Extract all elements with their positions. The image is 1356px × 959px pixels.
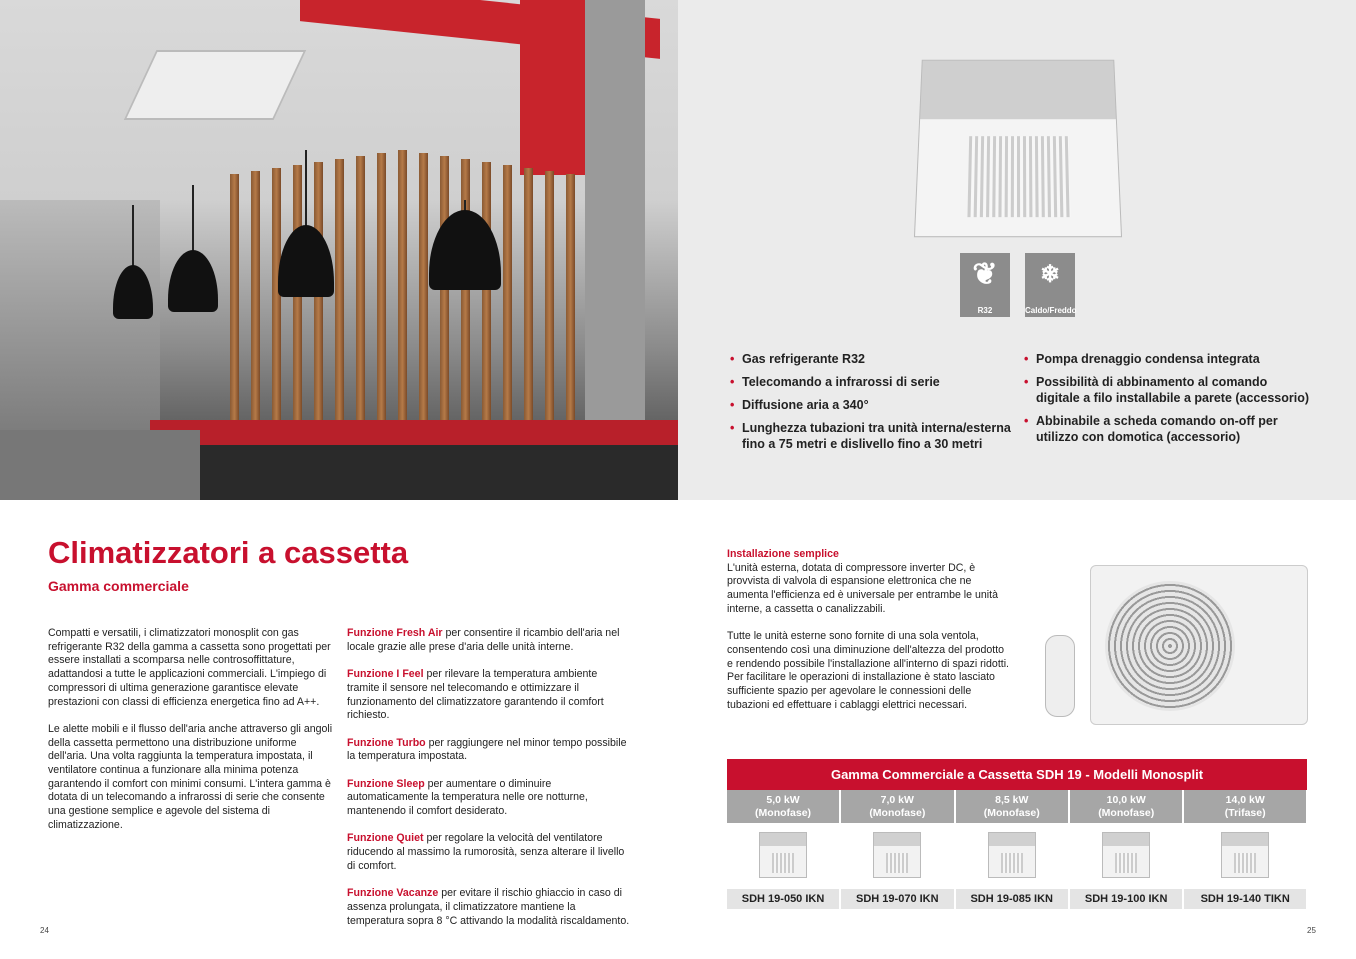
install-paragraph: Tutte le unità esterne sono fornite di una sola ventola, consentendo così una diminuzione dell'altezza del prodotto e rendendo possibile l'installazione all'interno di spazi ridotti. Per facilitare le operazioni di installazione è stato lasciato sufficiente spazio per agevolare le connessioni delle tubazioni ed effettuare i cablaggi elettrici necessari.: [727, 630, 1010, 711]
table-title: Gamma Commerciale a Cassetta SDH 19 - Modelli Monosplit: [727, 759, 1307, 790]
functions-list: [347, 627, 632, 942]
ceiling-cassette-unit: [124, 50, 307, 120]
model-code: SDH 19-050 IKN: [727, 889, 840, 909]
page-subtitle: Gamma commerciale: [48, 578, 189, 594]
model-power: 5,0 kW (Monofase): [727, 790, 840, 823]
feature-item: • Pompa drenaggio condensa integrata: [1024, 351, 1314, 367]
page-title: Climatizzatori a cassetta: [48, 535, 409, 570]
page-number-left: 24: [40, 926, 49, 935]
function-item: Funzione Fresh Air per consentire il ricambio dell'aria nel locale grazie alle prese d'aria delle unità interne.: [347, 627, 620, 653]
model-power: 10,0 kW (Monofase): [1069, 790, 1183, 823]
model-image: [955, 823, 1069, 889]
model-image: [1069, 823, 1183, 889]
feature-item: • Telecomando a infrarossi di serie: [730, 374, 1020, 390]
r32-badge: [960, 253, 1010, 317]
function-item: Funzione Turbo per raggiungere nel minor tempo possibile la temperatura impostata.: [347, 736, 627, 763]
function-item: Funzione I Feel per rilevare la temperatura ambiente tramite il sensore nel telecomando e ottimizzare il funzionamento del climatizzatore garantendo il comfort richiesto.: [347, 668, 604, 722]
intro-text: [48, 627, 333, 846]
feature-item: • Abbinabile a scheda comando on-off per utilizzo con domotica (accessorio): [1024, 413, 1314, 445]
model-code: SDH 19-085 IKN: [955, 889, 1069, 909]
install-paragraph: L'unità esterna, dotata di compressore inverter DC, è provvista di valvola di espansione elettronica che ne aumenta l'efficienza ed è universale per entrambe le unità interne, a cassetta o canalizzabili.: [727, 561, 998, 615]
feature-item: • Gas refrigerante R32: [730, 351, 1020, 367]
model-code: SDH 19-100 IKN: [1069, 889, 1183, 909]
outdoor-unit-image: [1090, 565, 1308, 725]
badge-label: R32: [977, 306, 993, 315]
function-item: Funzione Quiet per regolare la velocità del ventilatore riducendo al massimo la rumorosità, senza alterare il livello di comfort.: [347, 832, 625, 872]
model-image: [840, 823, 954, 889]
heat-cool-badge: [1025, 253, 1075, 317]
model-image: [727, 823, 840, 889]
model-power: 7,0 kW (Monofase): [840, 790, 954, 823]
feature-item: • Diffusione aria a 340°: [730, 397, 1020, 413]
model-code: SDH 19-140 TIKN: [1183, 889, 1307, 909]
leaf-icon: ❦: [972, 258, 998, 291]
function-item: Funzione Vacanze per evitare il rischio ghiaccio in caso di assenza prolungata, il climatizzatore mantiene la temperatura sopra 8 °C attivando la modalità riscaldamento.: [347, 887, 630, 927]
model-code: SDH 19-070 IKN: [840, 889, 954, 909]
product-panel: [678, 0, 1356, 500]
heat-cool-icon: ❄: [1039, 261, 1061, 288]
cassette-unit-image: [914, 60, 1122, 238]
install-heading: Installazione semplice: [727, 548, 839, 560]
features-left: [730, 351, 1020, 459]
feature-item: • Possibilità di abbinamento al comando digitale a filo installabile a parete (accessorio): [1024, 374, 1314, 406]
restaurant-photo: [0, 0, 678, 500]
install-text: [727, 548, 1012, 726]
intro-paragraph: Compatti e versatili, i climatizzatori monosplit con gas refrigerante R32 della gamma a cassetta sono progettati per essere installati a scomparsa nelle controsoffittature, adattandosi a tutte le applicazioni commerciali. L'impiego di compressori di ultima generazione garantisce elevate prestazioni con classi di efficienza energetica fino ad A++.: [48, 627, 331, 708]
intro-paragraph: Le alette mobili e il flusso dell'aria anche attraverso gli angoli della cassetta permettono una distribuzione uniforme dell'aria. Una volta raggiunta la temperatura impostata, il ventilatore continua a funzionare alla minima potenza garantendo il comfort con minimi consumi. L'intera gamma è dotata di un telecomando a infrarossi di serie che consente una gestione semplice e agevole del sistema di climatizzazione.: [48, 722, 333, 831]
model-image: [1183, 823, 1307, 889]
remote-control-image: [1045, 635, 1075, 717]
function-item: Funzione Sleep per aumentare o diminuire automaticamente la temperatura nelle ore notturne, mantenendo il comfort desiderato.: [347, 777, 588, 818]
feature-item: • Lunghezza tubazioni tra unità interna/esterna fino a 75 metri e dislivello fino a 30 metri: [730, 420, 1020, 452]
badge-label: Caldo/Freddo: [1025, 306, 1077, 315]
features-right: [1024, 351, 1314, 452]
page-number-right: 25: [1307, 926, 1316, 935]
model-power: 8,5 kW (Monofase): [955, 790, 1069, 823]
models-table: [727, 759, 1308, 909]
model-power: 14,0 kW (Trifase): [1183, 790, 1307, 823]
